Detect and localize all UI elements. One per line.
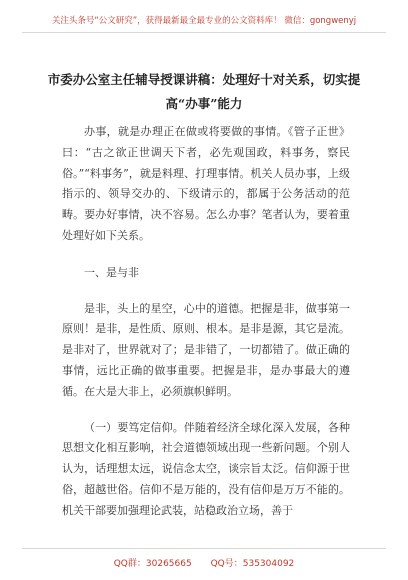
section-paragraph-2: （一）要笃定信仰。伴随着经济全球化深入发展，各种思想文化相互影响，社会道德领域出现一些新问题。个别人认为，话理想太远，说信念太空，谈宗旨太泛。信仰源于世俗，超越世俗。信仰不是万能的，没有信仰是万万不能的。机关干部要加强理论武装，站稳政治立场，善于 (62, 420, 350, 517)
intro-paragraph: 办事，就是办理正在做或将要做的事情。《管子正世》曰：“古之欲正世调天下者，必先观国政，料事务，察民俗。”“料事务”，就是料理、打理事情。机关人员办事，上级指示的、领导交办的、下级请示的，都属于公务活动的范畴。要办好事情，决不容易。怎么办事？笔者认为，要着重处理好如下关系。 (62, 125, 350, 242)
section-heading: 一、是与非 (84, 265, 139, 279)
footer-qq-group: QQ群：30265665 (113, 559, 192, 569)
header-notice: 关注头条号“公文研究”，获得最新最全最专业的公文资料库！ 微信：gongwenyj (51, 16, 357, 26)
footer-qq-number: QQ号：535304092 (210, 559, 295, 569)
document-body (62, 122, 350, 522)
section-paragraph-1: 是非，头上的星空，心中的道德。把握是非，做事第一原则！是非，是性质、原则、根本。是非是源，其它是流。是非对了，世界就对了；是非错了，一切都错了。做正确的事情，远比正确的做事重要。把握是非，是办事最大的遵循。在大是大非上，必须旗帜鲜明。 (62, 301, 350, 398)
document-title: 市委办公室主任辅导授课讲稿：处理好十对关系，切实提高“办事”能力 (47, 72, 361, 111)
footer-contact (0, 556, 408, 569)
footer-divider (22, 548, 386, 549)
header-divider (22, 32, 386, 33)
